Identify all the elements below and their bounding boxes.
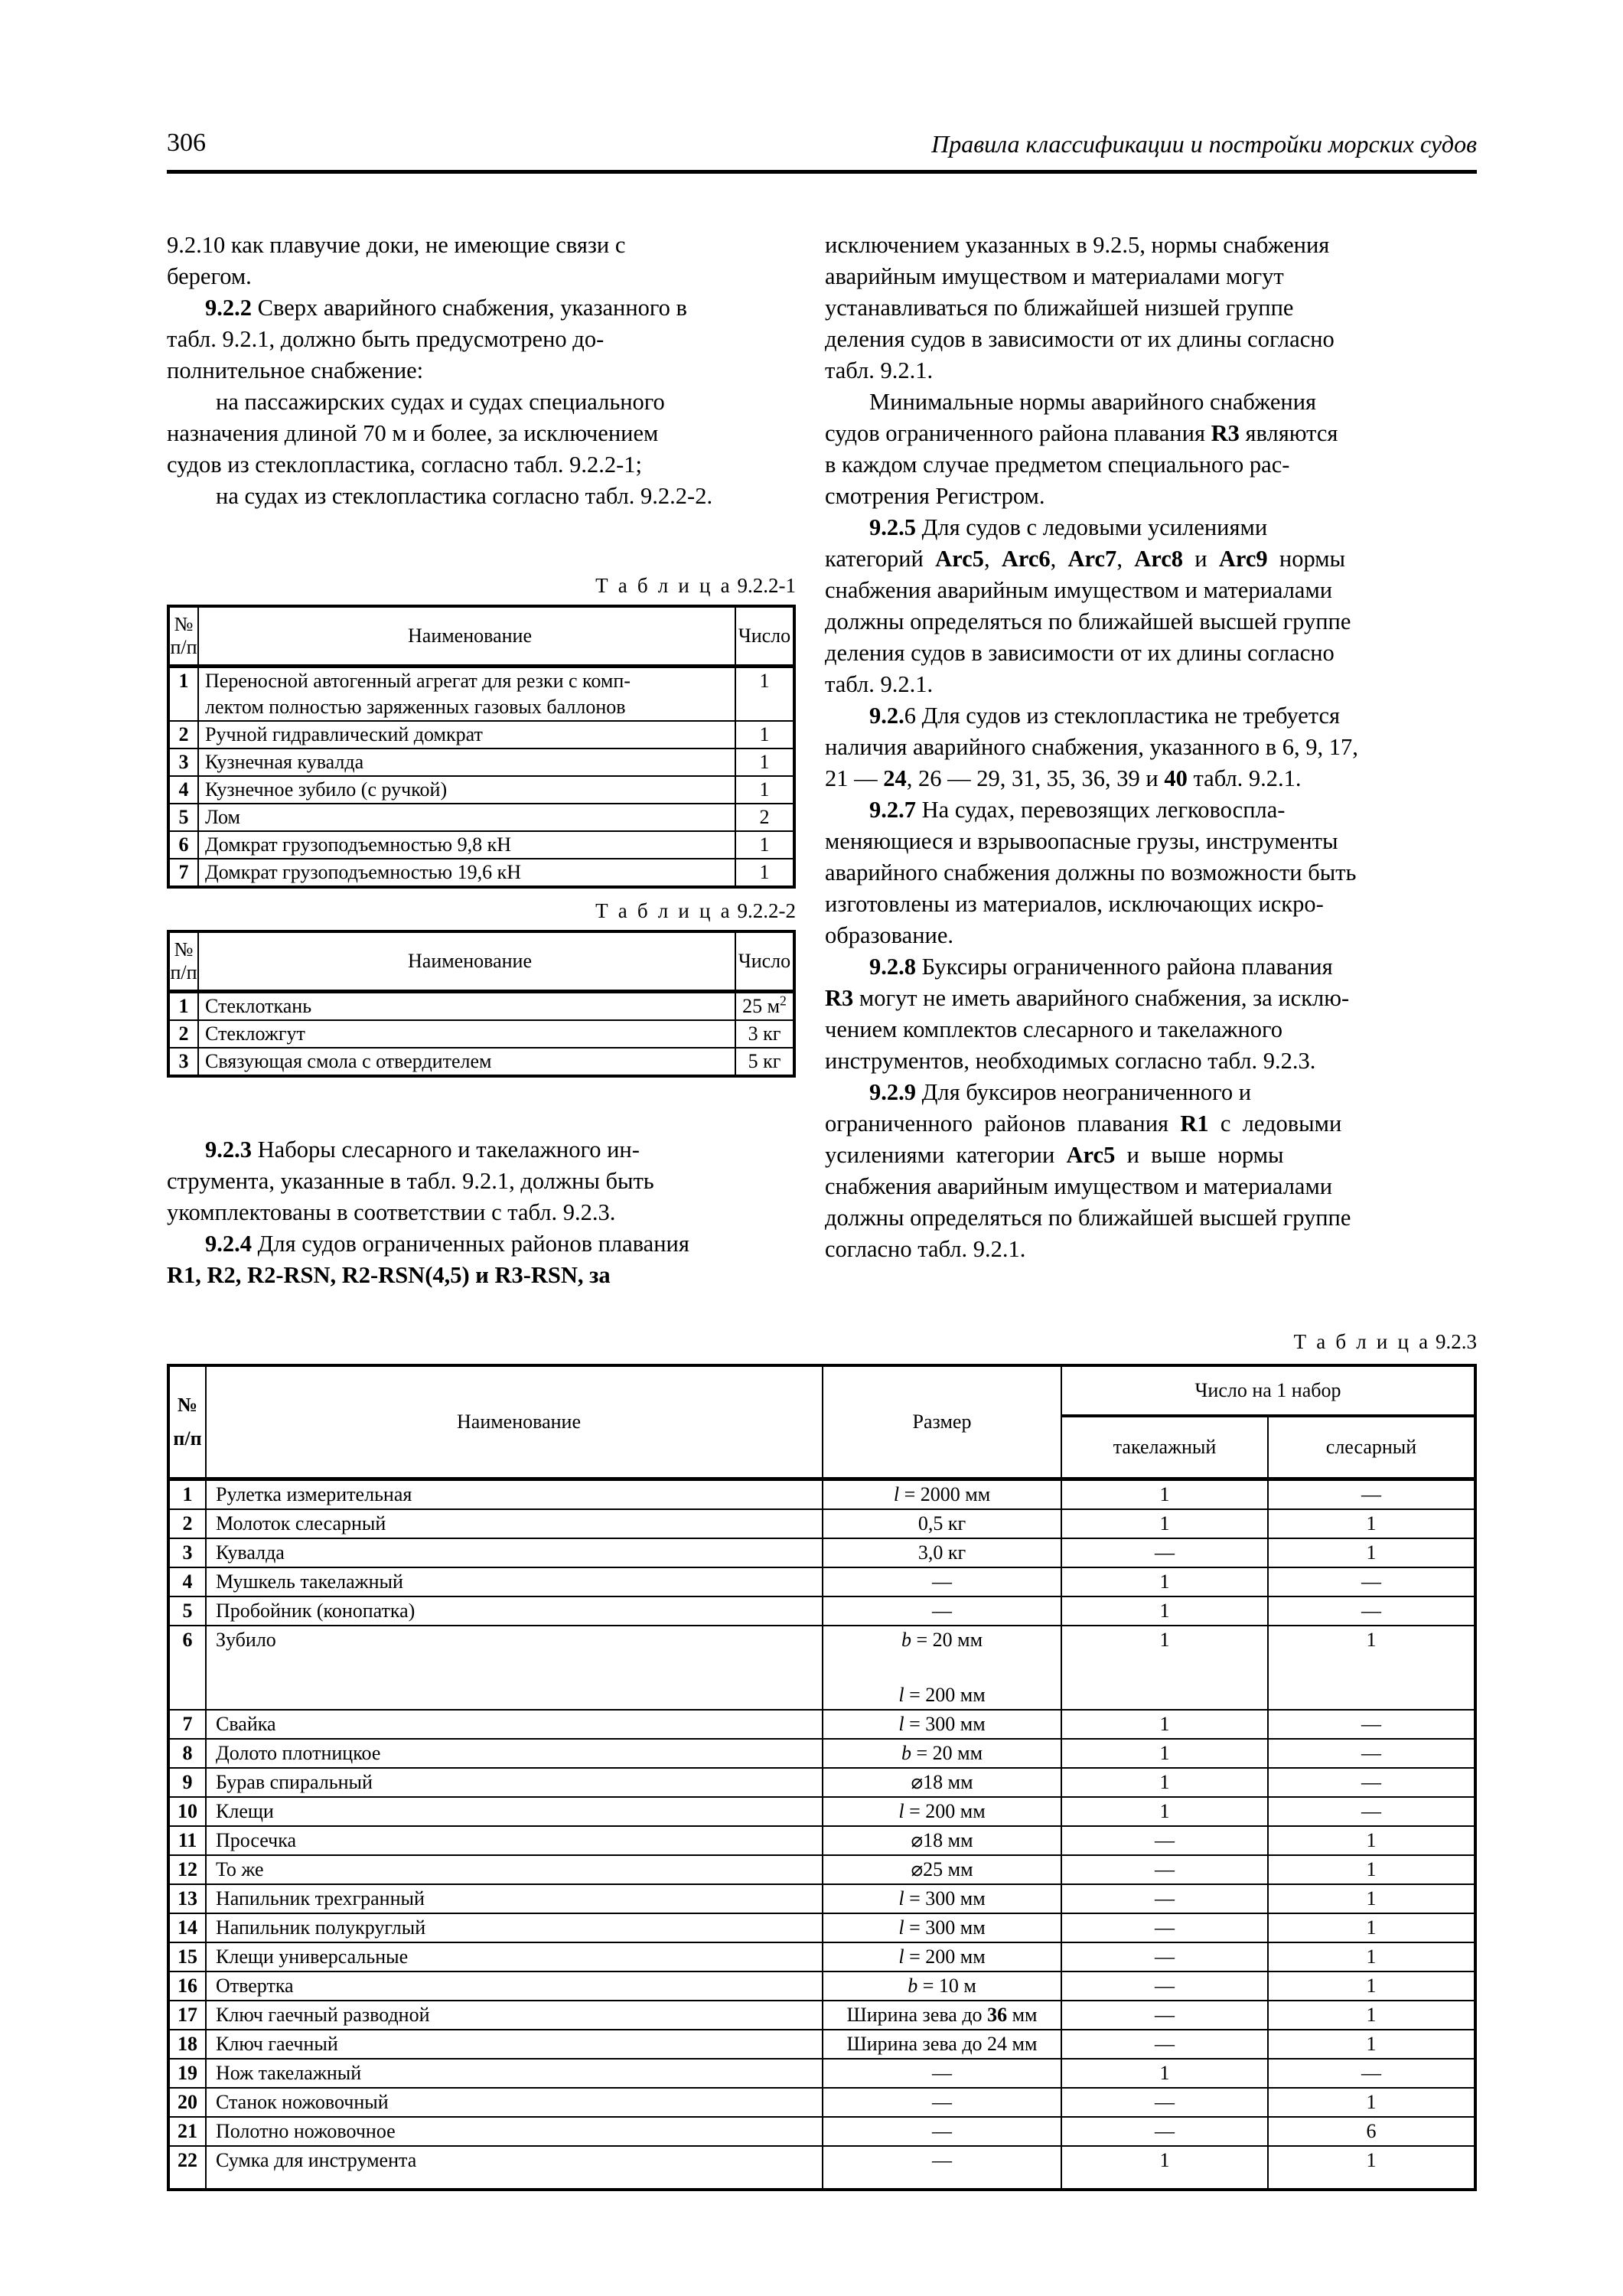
table-row [168,1739,1475,1768]
cell-number: 11 [168,1826,206,1855]
header-cell-number: № п/п [168,931,198,992]
cell-name: Бурав спиральный [206,1768,823,1797]
text-line: наличия аварийного снабжения, указанного в 6, 9, 17, [825,734,1358,760]
cell-fitter: 1 [1268,1626,1475,1710]
cell-fitter: 1 [1268,1509,1475,1538]
cell-rigging: — [1061,1538,1268,1567]
cell-number: 1 [168,667,198,722]
cell-rigging: — [1061,2001,1268,2030]
cell-rigging: — [1061,1971,1268,2001]
cell-fitter: — [1268,1739,1475,1768]
cell-size: — [823,1596,1061,1626]
text-line: судов ограниченного района плавания R3 являются [825,420,1338,446]
document-title: Правила классификации и постройки морских судов [931,130,1477,158]
cell-size: b = 20 мм [823,1739,1061,1768]
text-line [825,1077,1477,1108]
text-line: инструментов, необходимых согласно табл. 9.2.3. [825,1048,1316,1074]
table-row [168,748,794,776]
cell-fitter: 1 [1268,1884,1475,1913]
table-body [168,1479,1475,2190]
text-line-body: на пассажирских судах и судах специального [216,389,665,415]
paragraph-9-2-10 [167,230,819,292]
cell-rigging: 1 [1061,1710,1268,1739]
text-line: укомплектованы в соответствии с табл. 9.2.3. [167,1199,616,1225]
clause-number: 9.2.3 [205,1137,252,1163]
cell-fitter: — [1268,1596,1475,1626]
cell-fitter: 1 [1268,1942,1475,1971]
table-row [168,831,794,859]
table-row [168,804,794,831]
table-row [168,2088,1475,2117]
table-row [168,1884,1475,1913]
cell-number: 10 [168,1797,206,1826]
cell-number: 2 [168,1020,198,1048]
cell-rigging: — [1061,2117,1268,2146]
cell-name: Нож такелажный [206,2059,823,2088]
text-line: усилениями категории Arc5 и выше нормы [825,1142,1284,1168]
cell-size: l = 300 мм [823,1710,1061,1739]
cell-qty: 1 [735,667,794,722]
cell-name: Напильник полукруглый [206,1913,823,1942]
cell-number: 20 [168,2088,206,2117]
caption-number: 9.2.2-2 [737,899,796,922]
text-line: табл. 9.2.1. [825,671,934,697]
text-line-body: На судах, перевозящих легковоспла- [921,797,1286,823]
table-caption-9-2-2-1 [167,574,796,598]
cell-number: 5 [168,804,198,831]
paragraph-9-2-8 [825,951,1477,1077]
text-line: аварийным имуществом и материалами могут [825,263,1284,289]
cell-number: 19 [168,2059,206,2088]
cell-size: Ширина зева до 24 мм [823,2030,1061,2059]
cell-size: 3,0 кг [823,1538,1061,1567]
header-rule [167,170,1477,174]
table-row [168,1538,1475,1567]
text-line: полнительное снабжение: [167,357,424,383]
right-text-column [825,230,1477,1265]
clause-number: 9.2.7 [869,797,916,823]
cell-number: 5 [168,1596,206,1626]
table-caption-9-2-3 [167,1330,1477,1354]
clause-number: 9.2.6 [869,703,916,729]
paragraph-minimum-norms [825,386,1477,512]
text-line: R1, R2, R2-RSN, R2-RSN(4,5) и R3-RSN, за [167,1262,611,1288]
text-line [825,951,1477,983]
paragraph-9-2-2-b [167,481,819,512]
paragraph-9-2-4 [167,1228,819,1291]
cell-fitter: — [1268,1710,1475,1739]
paragraph-9-2-3 [167,1134,819,1228]
clause-number: 9.2.2 [205,295,252,321]
text-line: снабжения аварийным имуществом и материалами [825,577,1333,603]
cell-number: 6 [168,1626,206,1710]
header-cell-number: № п/п [168,606,198,667]
caption-number: 9.2.3 [1436,1330,1477,1353]
table-row [168,1479,1475,1510]
table-row [168,2059,1475,2088]
cell-fitter: 1 [1268,2146,1475,2190]
text-line-body: Буксиры ограниченного района плавания [921,954,1333,980]
cell-rigging: 1 [1061,1567,1268,1596]
cell-qty: 5 кг [735,1048,794,1076]
text-line-body: Наборы слесарного и такелажного ин- [257,1137,640,1163]
text-line: категорий Arc5, Arc6, Arc7, Arc8 и Arc9 нормы [825,546,1346,572]
cell-name: Отвертка [206,1971,823,2001]
text-line [825,386,1477,418]
text-line-body: на судах из стеклопластика согласно табл. 9.2.2-2. [216,483,713,509]
table-row [168,1855,1475,1884]
text-line: исключением указанных в 9.2.5, нормы снабжения [825,232,1330,258]
table-9-2-2-2 [167,930,796,1078]
cell-rigging: — [1061,1942,1268,1971]
table-row [168,667,794,722]
clause-number: 9.2.4 [205,1231,252,1257]
cell-name: Кувалда [206,1538,823,1567]
table-row [168,1826,1475,1855]
cell-rigging: 1 [1061,1509,1268,1538]
table-row [168,1710,1475,1739]
cell-size: — [823,2088,1061,2117]
cell-rigging: — [1061,2088,1268,2117]
table-row [168,1020,794,1048]
cell-name: Долото плотницкое [206,1739,823,1768]
cell-name: Сумка для инструмента [206,2146,823,2190]
text-line [167,386,819,418]
cell-qty: 1 [735,748,794,776]
caption-word: Т а б л и ц а [595,899,732,922]
cell-size: b = 20 мм l = 200 мм [823,1626,1061,1710]
table-row [168,1913,1475,1942]
cell-rigging: 1 [1061,2146,1268,2190]
cell-rigging: 1 [1061,1739,1268,1768]
text-line: согласно табл. 9.2.1. [825,1236,1026,1262]
cell-rigging: — [1061,2030,1268,2059]
cell-number: 6 [168,831,198,859]
text-line: 21 — 24, 26 — 29, 31, 35, 36, 39 и 40 табл. 9.2.1. [825,765,1302,791]
cell-size: ⌀25 мм [823,1855,1061,1884]
left-text-column [167,230,819,512]
text-line: струмента, указанные в табл. 9.2.1, должны быть [167,1168,654,1194]
clause-number: 9.2.9 [869,1079,916,1105]
text-line-body: Сверх аварийного снабжения, указанного в [257,295,687,321]
table-row [168,2001,1475,2030]
text-line-body: Для судов из стеклопластика не требуется [921,703,1341,729]
cell-name: Ключ гаечный [206,2030,823,2059]
cell-qty: 2 [735,804,794,831]
text-line-body: Для судов с ледовыми усилениями [921,514,1268,540]
cell-fitter: — [1268,1567,1475,1596]
paragraph-continuation [825,230,1477,386]
table-header-row [168,606,794,667]
cell-fitter: 6 [1268,2117,1475,2146]
text-line [167,1134,819,1166]
cell-number: 1 [168,992,198,1021]
text-line-body: Для судов ограниченных районов плавания [257,1231,689,1257]
table-caption-9-2-2-2 [167,899,796,923]
cell-number: 8 [168,1739,206,1768]
cell-size: ⌀18 мм [823,1826,1061,1855]
cell-number: 14 [168,1913,206,1942]
paragraph-9-2-9 [825,1077,1477,1265]
cell-fitter: — [1268,1479,1475,1510]
page-number: 306 [167,129,206,157]
table-row [168,859,794,887]
text-line: образование. [825,922,954,948]
cell-size: Ширина зева до 36 мм [823,2001,1061,2030]
table-row [168,1509,1475,1538]
text-line: берегом. [167,263,252,289]
paragraph-9-2-7 [825,794,1477,951]
header-cell-name: Наименование [206,1365,823,1479]
caption-number: 9.2.2-1 [737,574,796,597]
text-line-body: Для буксиров неограниченного и [921,1079,1252,1105]
paragraph-9-2-2-a [167,386,819,481]
cell-qty: 3 кг [735,1020,794,1048]
cell-name: Пробойник (конопатка) [206,1596,823,1626]
text-line: должны определяться по ближайшей высшей группе [825,608,1351,634]
cell-name: Стекложгут [198,1020,735,1048]
table-header-row-top [168,1365,1475,1416]
cell-number: 3 [168,1048,198,1076]
table-header-row [168,931,794,992]
cell-name: Домкрат грузоподъемностью 9,8 кН [198,831,735,859]
cell-name: Кузнечное зубило (с ручкой) [198,776,735,804]
table-row [168,1048,794,1076]
cell-fitter: 1 [1268,1855,1475,1884]
table-row [168,1626,1475,1710]
text-line [167,292,819,324]
cell-number: 3 [168,748,198,776]
text-line: аварийного снабжения должны по возможности быть [825,859,1357,885]
table-row [168,1942,1475,1971]
cell-rigging: 1 [1061,1596,1268,1626]
cell-number: 4 [168,1567,206,1596]
cell-fitter: — [1268,1768,1475,1797]
cell-rigging: 1 [1061,1768,1268,1797]
cell-name: Ручной гидравлический домкрат [198,721,735,748]
page-header [167,130,1477,156]
cell-number: 21 [168,2117,206,2146]
cell-name: Связующая смола с отвердителем [198,1048,735,1076]
cell-number: 7 [168,859,198,887]
cell-fitter: 1 [1268,1538,1475,1567]
cell-number: 13 [168,1884,206,1913]
header-cell-name: Наименование [198,931,735,992]
cell-rigging: — [1061,1855,1268,1884]
cell-rigging: — [1061,1884,1268,1913]
text-line [167,1228,819,1260]
text-line: изготовлены из материалов, исключающих искро- [825,891,1324,917]
cell-name: Лом [198,804,735,831]
header-cell-fitter: слесарный [1268,1416,1475,1479]
cell-name: Переносной автогенный агрегат для резки с комп- лектом полностью заряженных газовых баллонов [198,667,735,722]
text-line-body: Минимальные нормы аварийного снабжения [869,389,1317,415]
cell-size: l = 200 мм [823,1942,1061,1971]
table-body [168,992,794,1077]
text-line [825,700,1477,732]
cell-fitter: — [1268,1797,1475,1826]
caption-word: Т а б л и ц а [1293,1330,1431,1353]
cell-name: Домкрат грузоподъемностью 19,6 кН [198,859,735,887]
cell-number: 1 [168,1479,206,1510]
cell-name: Молоток слесарный [206,1509,823,1538]
text-line [825,512,1477,543]
header-cell-size: Размер [823,1365,1061,1479]
cell-number: 2 [168,721,198,748]
cell-fitter: — [1268,2059,1475,2088]
cell-size: — [823,2117,1061,2146]
cell-name: Свайка [206,1710,823,1739]
table-row [168,721,794,748]
cell-number: 16 [168,1971,206,2001]
cell-rigging: — [1061,1913,1268,1942]
text-line: табл. 9.2.1, должно быть предусмотрено до- [167,326,605,352]
cell-qty: 1 [735,859,794,887]
header-cell-number: № п/п [168,1365,206,1479]
header-cell-qty: Число [735,931,794,992]
cell-number: 4 [168,776,198,804]
table-body [168,667,794,888]
cell-size: — [823,2146,1061,2190]
cell-number: 15 [168,1942,206,1971]
text-line: назначения длиной 70 м и более, за исключением [167,420,659,446]
cell-fitter: 1 [1268,1971,1475,2001]
header-cell-name: Наименование [198,606,735,667]
cell-size: ⌀18 мм [823,1768,1061,1797]
cell-size: l = 200 мм [823,1797,1061,1826]
table-row [168,1596,1475,1626]
header-cell-qty: Число [735,606,794,667]
cell-number: 3 [168,1538,206,1567]
cell-size: l = 2000 мм [823,1479,1061,1510]
text-line: устанавливаться по ближайшей низшей группе [825,295,1294,321]
cell-size: l = 300 мм [823,1884,1061,1913]
cell-rigging: 1 [1061,1626,1268,1710]
cell-number: 2 [168,1509,206,1538]
table-row [168,1971,1475,2001]
cell-fitter: 1 [1268,2001,1475,2030]
cell-number: 7 [168,1710,206,1739]
cell-number: 9 [168,1768,206,1797]
cell-number: 12 [168,1855,206,1884]
cell-fitter: 1 [1268,1913,1475,1942]
paragraph-9-2-6 [825,700,1477,794]
cell-fitter: 1 [1268,2030,1475,2059]
table-row [168,776,794,804]
cell-name: То же [206,1855,823,1884]
cell-name: Зубило [206,1626,823,1710]
cell-size: — [823,2059,1061,2088]
table-row [168,1797,1475,1826]
text-line: ограниченного районов плавания R1 с ледовыми [825,1110,1342,1137]
cell-size: — [823,1567,1061,1596]
caption-word: Т а б л и ц а [595,574,732,597]
text-line: R3 могут не иметь аварийного снабжения, за исклю- [825,985,1350,1011]
text-line: табл. 9.2.1. [825,357,934,383]
text-line: деления судов в зависимости от их длины согласно [825,640,1335,666]
cell-name: Стеклоткань [198,992,735,1021]
paragraph-9-2-2 [167,292,819,386]
cell-name: Кузнечная кувалда [198,748,735,776]
text-line [167,481,819,512]
left-text-column-lower [167,1134,819,1291]
text-line: чением комплектов слесарного и такелажного [825,1016,1283,1042]
cell-rigging: — [1061,1826,1268,1855]
table-row [168,2117,1475,2146]
cell-name: Станок ножовочный [206,2088,823,2117]
table-row [168,1768,1475,1797]
text-line: должны определяться по ближайшей высшей группе [825,1205,1351,1231]
clause-number: 9.2.8 [869,954,916,980]
cell-size: 0,5 кг [823,1509,1061,1538]
table-row [168,992,794,1021]
text-line: 9.2.10 как плавучие доки, не имеющие связи с [167,232,626,258]
cell-number: 18 [168,2030,206,2059]
text-line: смотрения Регистром. [825,483,1045,509]
table-row [168,2146,1475,2190]
table-9-2-2-1 [167,605,796,889]
cell-name: Мушкель такелажный [206,1567,823,1596]
cell-name: Клещи [206,1797,823,1826]
cell-name: Полотно ножовочное [206,2117,823,2146]
cell-name: Клещи универсальные [206,1942,823,1971]
text-line [825,794,1477,826]
text-line: деления судов в зависимости от их длины согласно [825,326,1335,352]
cell-qty: 1 [735,831,794,859]
header-cell-rigging: такелажный [1061,1416,1268,1479]
cell-rigging: 1 [1061,2059,1268,2088]
header-cell-qty-group: Число на 1 набор [1061,1365,1475,1416]
cell-qty: 1 [735,776,794,804]
paragraph-9-2-5 [825,512,1477,700]
cell-rigging: 1 [1061,1479,1268,1510]
cell-number: 17 [168,2001,206,2030]
cell-qty: 25 $м^2$ [735,992,794,1021]
cell-size: l = 300 мм [823,1913,1061,1942]
cell-name: Рулетка измерительная [206,1479,823,1510]
cell-size: b = 10 м [823,1971,1061,2001]
clause-number: 9.2.5 [869,514,916,540]
table-9-2-3 [167,1364,1477,2191]
text-line: меняющиеся и взрывоопасные грузы, инструменты [825,828,1338,854]
cell-rigging: 1 [1061,1797,1268,1826]
cell-qty: 1 [735,721,794,748]
table-row [168,2030,1475,2059]
cell-number: 22 [168,2146,206,2190]
cell-fitter: 1 [1268,2088,1475,2117]
cell-name: Напильник трехгранный [206,1884,823,1913]
text-line: судов из стеклопластика, согласно табл. 9.2.2-1; [167,452,642,478]
cell-fitter: 1 [1268,1826,1475,1855]
text-line: снабжения аварийным имуществом и материалами [825,1173,1333,1199]
cell-name: Просечка [206,1826,823,1855]
text-line: в каждом случае предметом специального рас- [825,452,1290,478]
cell-name: Ключ гаечный разводной [206,2001,823,2030]
table-row [168,1567,1475,1596]
